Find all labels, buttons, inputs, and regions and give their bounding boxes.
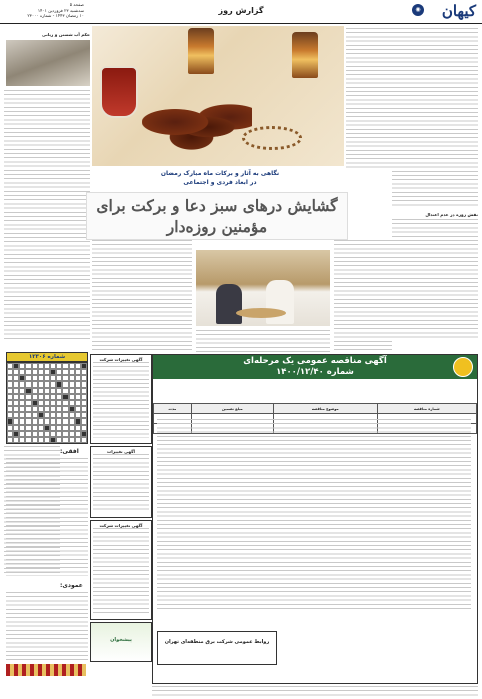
crossword-cell: [62, 437, 68, 443]
article-text-mid: [346, 28, 396, 168]
ramadan-photo: [92, 26, 344, 166]
lantern-icon: [292, 32, 318, 78]
section-title: گزارش روز: [218, 6, 264, 15]
ad-box-1: آگهی تغییرات شرکت: [90, 354, 152, 444]
down-clues-title: عمودی:: [60, 582, 83, 589]
tender-body-text: [157, 419, 471, 609]
ad-box-2: آگهی تغییرات: [90, 446, 152, 518]
decorative-border: [6, 664, 86, 676]
tender-title: آگهی مناقصه عمومی یک مرحله‌ای شماره ۱۴۰۰/۱۲/۴۰: [153, 355, 477, 379]
crossword-grid: [6, 362, 88, 444]
page-number: صفحه ۵: [69, 2, 84, 7]
sub-headline: نگاهی به آثار و برکات ماه مبارک رمضان در ابعاد فردی و اجتماعی: [160, 170, 280, 186]
article-text-right: [392, 28, 478, 208]
promo-box: پیشخوان: [90, 622, 152, 662]
crossword-cell: [19, 437, 25, 443]
crossword-cell: [56, 437, 62, 443]
dates-image: [142, 102, 252, 152]
crossword-cell: [75, 437, 81, 443]
prayer-beads-icon: [242, 126, 302, 150]
lantern-icon: [188, 28, 214, 74]
tender-table: شماره مناقصه موضوع مناقصه مبلغ تضمین مدت: [153, 403, 477, 434]
crossword-cell: [69, 437, 75, 443]
company-logo-icon: [453, 357, 473, 377]
side-photo: [6, 40, 90, 86]
article-body-2: [196, 330, 330, 352]
article-body-3: [334, 240, 392, 350]
left-column-head: حکم آب شستن و زبانی: [41, 32, 90, 37]
crossword-cell: [7, 437, 13, 443]
down-clues-body: [6, 592, 88, 662]
page-header: [0, 0, 482, 24]
tender-footer: روابط عمومی شرکت برق منطقه‌ای تهران: [157, 631, 277, 665]
article-body-1: [92, 240, 192, 350]
tea-glass-icon: [100, 66, 138, 118]
logo-emblem-icon: ◉: [412, 4, 424, 16]
column-heading-right: نقش روزه در عدم اعتدال: [425, 212, 478, 217]
crossword-cell: [25, 437, 31, 443]
crossword-cell: [81, 437, 87, 443]
across-clues-title: افقی:: [60, 448, 79, 455]
issue-info: [4, 2, 84, 19]
crossword-cell: [32, 437, 38, 443]
article-text-left: [4, 90, 90, 340]
date-line: سه‌شنبه ۲۳ فروردین ۱۴۰۱: [37, 7, 84, 13]
across-clues-body: [6, 458, 88, 576]
article-text-right-2: [392, 210, 478, 340]
newspaper-logo: کیهان: [441, 2, 476, 20]
tender-notice: [152, 354, 478, 684]
crossword-cell: [13, 437, 19, 443]
crossword-cell: [44, 437, 50, 443]
family-iftar-photo: [196, 250, 330, 326]
bottom-strip: [152, 686, 478, 696]
main-headline: گشایش درهای سبز دعا و برکت برای مؤمنین روزه‌دار: [86, 192, 348, 240]
ad-box-3: آگهی تغییرات شرکت: [90, 520, 152, 620]
crossword-number: شماره ۱۲۳۰۶: [6, 352, 88, 362]
issue-line: ۱۰ رمضان ۱۴۴۳ - شماره ۲۳۰۰۰: [27, 13, 84, 18]
crossword-cell: [50, 437, 56, 443]
crossword-cell: [38, 437, 44, 443]
